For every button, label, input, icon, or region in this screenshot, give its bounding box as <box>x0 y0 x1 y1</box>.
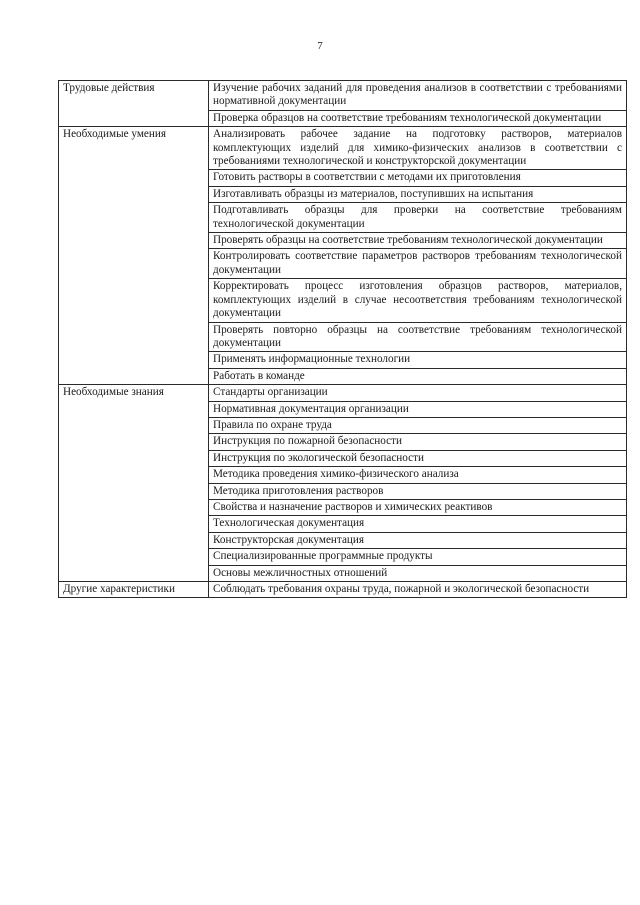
list-item: Правила по охране труда <box>209 417 627 433</box>
list-item: Методика приготовления растворов <box>209 483 627 499</box>
list-item: Применять информационные технологии <box>209 352 627 368</box>
section-label-labor-actions: Трудовые действия <box>59 81 209 127</box>
list-item: Проверка образцов на соответствие требованиям технологической документации <box>209 110 627 126</box>
list-item: Инструкция по экологической безопасности <box>209 450 627 466</box>
table-row <box>59 127 627 170</box>
list-item: Соблюдать требования охраны труда, пожарной и экологической безопасности <box>209 582 627 598</box>
list-item: Проверять образцы на соответствие требованиям технологической документации <box>209 233 627 249</box>
list-item: Конструкторская документация <box>209 532 627 548</box>
list-item: Работать в команде <box>209 368 627 384</box>
list-item: Анализировать рабочее задание на подготовку растворов, материалов комплектующих изделий для химико-физических анализов в соответствии с требованиями технологической и конструкторской документации <box>209 127 627 170</box>
list-item: Стандарты организации <box>209 385 627 401</box>
table-row <box>59 582 627 598</box>
section-label-required-knowledge: Необходимые знания <box>59 385 209 582</box>
table-row <box>59 81 627 111</box>
list-item: Основы межличностных отношений <box>209 565 627 581</box>
section-label-other-characteristics: Другие характеристики <box>59 582 209 598</box>
list-item: Проверять повторно образцы на соответствие требованиям технологической документации <box>209 322 627 352</box>
list-item: Технологическая документация <box>209 516 627 532</box>
list-item: Инструкция по пожарной безопасности <box>209 434 627 450</box>
list-item: Подготавливать образцы для проверки на соответствие требованиям технологической документации <box>209 203 627 233</box>
list-item: Нормативная документация организации <box>209 401 627 417</box>
table-row <box>59 385 627 401</box>
list-item: Методика проведения химико-физического анализа <box>209 467 627 483</box>
list-item: Специализированные программные продукты <box>209 549 627 565</box>
list-item: Изготавливать образцы из материалов, поступивших на испытания <box>209 186 627 202</box>
list-item: Контролировать соответствие параметров растворов требованиям технологической документации <box>209 249 627 279</box>
list-item: Изучение рабочих заданий для проведения анализов в соответствии с требованиями нормативной документации <box>209 81 627 111</box>
page-number: 7 <box>317 40 323 52</box>
competency-table <box>58 80 627 598</box>
section-label-required-skills: Необходимые умения <box>59 127 209 385</box>
list-item: Корректировать процесс изготовления образцов растворов, материалов, комплектующих изделий в случае несоответствия требованиям технологической документации <box>209 279 627 322</box>
list-item: Готовить растворы в соответствии с методами их приготовления <box>209 170 627 186</box>
list-item: Свойства и назначение растворов и химических реактивов <box>209 499 627 515</box>
